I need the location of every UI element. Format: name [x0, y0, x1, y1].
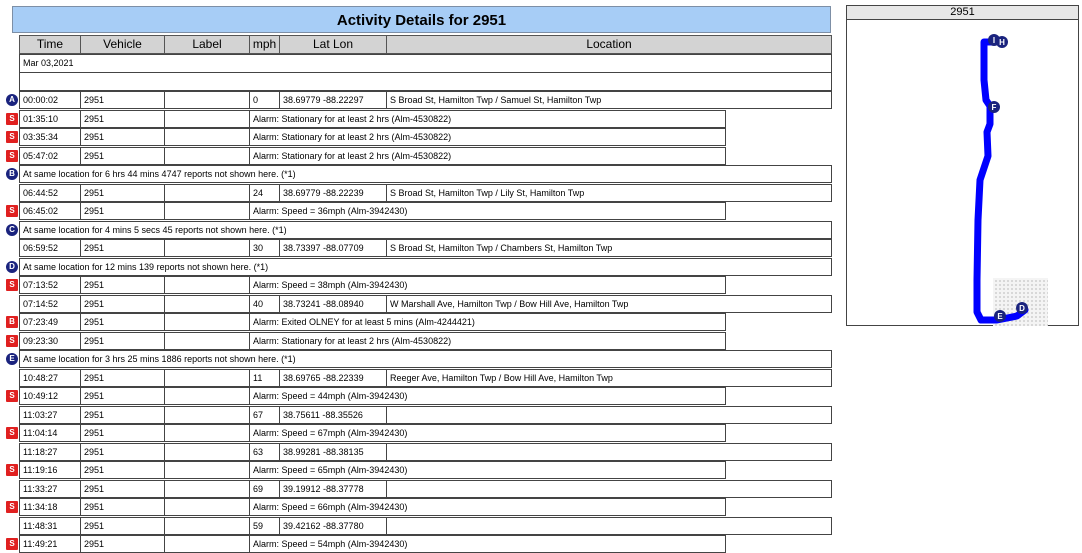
row-marker-s-icon[interactable]: S [6, 279, 18, 291]
cell-vehicle: 2951 [80, 369, 165, 387]
cell-mph: 59 [249, 517, 280, 535]
col-header-vehicle[interactable]: Vehicle [80, 35, 165, 54]
cell-location: W Marshall Ave, Hamilton Twp / Bow Hill Ave, Hamilton Twp [386, 295, 832, 313]
date-row: Mar 03,2021 [19, 54, 832, 73]
map-title: 2951 [847, 6, 1078, 20]
cell-vehicle: 2951 [80, 332, 165, 350]
cell-location [386, 406, 832, 424]
cell-time[interactable]: 10:48:27 [19, 369, 81, 387]
cell-location: Reeger Ave, Hamilton Twp / Bow Hill Ave, Hamilton Twp [386, 369, 832, 387]
map-marker-i-label: I [992, 36, 996, 45]
cell-mph: 30 [249, 239, 280, 257]
cell-time[interactable]: 11:48:31 [19, 517, 81, 535]
cell-latlon: 39.19912 -88.37778 [279, 480, 387, 498]
cell-time[interactable]: 07:13:52 [19, 276, 81, 294]
cell-vehicle: 2951 [80, 424, 165, 442]
report-title: Activity Details for 2951 [12, 6, 831, 33]
cell-mph: 40 [249, 295, 280, 313]
cell-alarm: Alarm: Stationary for at least 2 hrs (Alm-4530822) [249, 128, 726, 146]
cell-latlon: 38.73241 -88.08940 [279, 295, 387, 313]
cell-vehicle: 2951 [80, 239, 165, 257]
row-marker-s-icon[interactable]: S [6, 131, 18, 143]
row-marker-s-icon[interactable]: S [6, 464, 18, 476]
summary-row: At same location for 6 hrs 44 mins 4747 reports not shown here. (*1) [19, 165, 832, 183]
col-header-label[interactable]: Label [164, 35, 250, 54]
cell-time[interactable]: 11:49:21 [19, 535, 81, 553]
cell-location: S Broad St, Hamilton Twp / Chambers St, Hamilton Twp [386, 239, 832, 257]
cell-alarm: Alarm: Stationary for at least 2 hrs (Alm-4530822) [249, 332, 726, 350]
cell-time[interactable]: 05:47:02 [19, 147, 81, 165]
cell-mph: 63 [249, 443, 280, 461]
cell-location [386, 443, 832, 461]
cell-time[interactable]: 11:04:14 [19, 424, 81, 442]
route-map-canvas[interactable] [847, 20, 1078, 326]
cell-alarm: Alarm: Speed = 54mph (Alm-3942430) [249, 535, 726, 553]
cell-alarm: Alarm: Speed = 66mph (Alm-3942430) [249, 498, 726, 516]
row-marker-s-icon[interactable]: S [6, 150, 18, 162]
row-marker-s-icon[interactable]: S [6, 335, 18, 347]
cell-time[interactable]: 10:49:12 [19, 387, 81, 405]
spacer-row [19, 72, 832, 91]
row-marker-b-icon[interactable]: B [6, 168, 18, 180]
cell-time[interactable]: 03:35:34 [19, 128, 81, 146]
cell-vehicle: 2951 [80, 110, 165, 128]
cell-label [164, 498, 250, 516]
cell-vehicle: 2951 [80, 498, 165, 516]
cell-time[interactable]: 01:35:10 [19, 110, 81, 128]
col-header-mph[interactable]: mph [249, 35, 280, 54]
cell-vehicle: 2951 [80, 128, 165, 146]
cell-location: S Broad St, Hamilton Twp / Samuel St, Hamilton Twp [386, 91, 832, 109]
cell-alarm: Alarm: Stationary for at least 2 hrs (Alm-4530822) [249, 110, 726, 128]
col-header-latlon[interactable]: Lat Lon [279, 35, 387, 54]
cell-label [164, 332, 250, 350]
cell-label [164, 480, 250, 498]
map-marker-d[interactable] [1016, 302, 1028, 314]
cell-alarm: Alarm: Stationary for at least 2 hrs (Alm-4530822) [249, 147, 726, 165]
cell-label [164, 91, 250, 109]
cell-vehicle: 2951 [80, 91, 165, 109]
cell-label [164, 295, 250, 313]
row-marker-s-icon[interactable]: S [6, 427, 18, 439]
cell-vehicle: 2951 [80, 184, 165, 202]
cell-vehicle: 2951 [80, 387, 165, 405]
cell-time[interactable]: 11:18:27 [19, 443, 81, 461]
summary-row: At same location for 3 hrs 25 mins 1886 reports not shown here. (*1) [19, 350, 832, 368]
cell-time[interactable]: 06:44:52 [19, 184, 81, 202]
cell-time[interactable]: 07:14:52 [19, 295, 81, 313]
cell-mph: 24 [249, 184, 280, 202]
row-marker-s-icon[interactable]: S [6, 113, 18, 125]
cell-time[interactable]: 06:45:02 [19, 202, 81, 220]
col-header-time[interactable]: Time [19, 35, 81, 54]
cell-label [164, 517, 250, 535]
row-marker-e-icon[interactable]: E [6, 353, 18, 365]
row-marker-s-icon[interactable]: S [6, 390, 18, 402]
row-marker-a-icon[interactable]: A [6, 94, 18, 106]
cell-latlon: 38.69779 -88.22297 [279, 91, 387, 109]
cell-time[interactable]: 09:23:30 [19, 332, 81, 350]
map-marker-h[interactable] [996, 36, 1008, 48]
cell-label [164, 202, 250, 220]
cell-alarm: Alarm: Speed = 44mph (Alm-3942430) [249, 387, 726, 405]
cell-time[interactable]: 00:00:02 [19, 91, 81, 109]
map-marker-f[interactable] [988, 101, 1000, 113]
cell-vehicle: 2951 [80, 406, 165, 424]
map-marker-h-label: H [999, 38, 1005, 47]
cell-label [164, 239, 250, 257]
map-marker-d-label: D [1019, 304, 1025, 313]
cell-alarm: Alarm: Speed = 36mph (Alm-3942430) [249, 202, 726, 220]
cell-vehicle: 2951 [80, 276, 165, 294]
row-marker-d-icon[interactable]: D [6, 261, 18, 273]
cell-label [164, 461, 250, 479]
cell-label [164, 147, 250, 165]
row-marker-c-icon[interactable]: C [6, 224, 18, 236]
cell-mph: 11 [249, 369, 280, 387]
cell-alarm: Alarm: Exited OLNEY for at least 5 mins (Alm-4244421) [249, 313, 726, 331]
cell-alarm: Alarm: Speed = 65mph (Alm-3942430) [249, 461, 726, 479]
cell-vehicle: 2951 [80, 443, 165, 461]
cell-vehicle: 2951 [80, 480, 165, 498]
cell-latlon: 38.69765 -88.22339 [279, 369, 387, 387]
cell-label [164, 276, 250, 294]
cell-location [386, 480, 832, 498]
cell-label [164, 110, 250, 128]
cell-label [164, 313, 250, 331]
cell-location: S Broad St, Hamilton Twp / Lily St, Hamilton Twp [386, 184, 832, 202]
cell-latlon: 38.99281 -88.38135 [279, 443, 387, 461]
summary-row: At same location for 12 mins 139 reports not shown here. (*1) [19, 258, 832, 276]
cell-latlon: 38.69779 -88.22239 [279, 184, 387, 202]
cell-mph: 69 [249, 480, 280, 498]
cell-location [386, 517, 832, 535]
route-map[interactable] [846, 5, 1079, 326]
cell-label [164, 406, 250, 424]
cell-latlon: 39.42162 -88.37780 [279, 517, 387, 535]
cell-vehicle: 2951 [80, 313, 165, 331]
row-marker-s-icon[interactable]: S [6, 538, 18, 550]
cell-vehicle: 2951 [80, 202, 165, 220]
cell-vehicle: 2951 [80, 295, 165, 313]
row-marker-s-icon[interactable]: S [6, 205, 18, 217]
col-header-location[interactable]: Location [386, 35, 832, 54]
cell-mph: 0 [249, 91, 280, 109]
cell-label [164, 387, 250, 405]
cell-time[interactable]: 11:03:27 [19, 406, 81, 424]
cell-alarm: Alarm: Speed = 38mph (Alm-3942430) [249, 276, 726, 294]
cell-label [164, 443, 250, 461]
cell-label [164, 535, 250, 553]
map-marker-e-label: E [997, 312, 1003, 321]
row-marker-b-icon[interactable]: B [6, 316, 18, 328]
cell-label [164, 128, 250, 146]
cell-vehicle: 2951 [80, 535, 165, 553]
cell-mph: 67 [249, 406, 280, 424]
cell-time[interactable]: 11:19:16 [19, 461, 81, 479]
cell-alarm: Alarm: Speed = 67mph (Alm-3942430) [249, 424, 726, 442]
cell-time[interactable]: 06:59:52 [19, 239, 81, 257]
cell-label [164, 369, 250, 387]
cell-label [164, 424, 250, 442]
cell-latlon: 38.73397 -88.07709 [279, 239, 387, 257]
cell-vehicle: 2951 [80, 461, 165, 479]
cell-vehicle: 2951 [80, 147, 165, 165]
cell-time[interactable]: 11:33:27 [19, 480, 81, 498]
row-marker-s-icon[interactable]: S [6, 501, 18, 513]
cell-latlon: 38.75611 -88.35526 [279, 406, 387, 424]
cell-time[interactable]: 07:23:49 [19, 313, 81, 331]
map-marker-e[interactable] [994, 310, 1006, 322]
cell-time[interactable]: 11:34:18 [19, 498, 81, 516]
summary-row: At same location for 4 mins 5 secs 45 reports not shown here. (*1) [19, 221, 832, 239]
cell-label [164, 184, 250, 202]
map-marker-f-label: F [991, 103, 997, 112]
cell-vehicle: 2951 [80, 517, 165, 535]
